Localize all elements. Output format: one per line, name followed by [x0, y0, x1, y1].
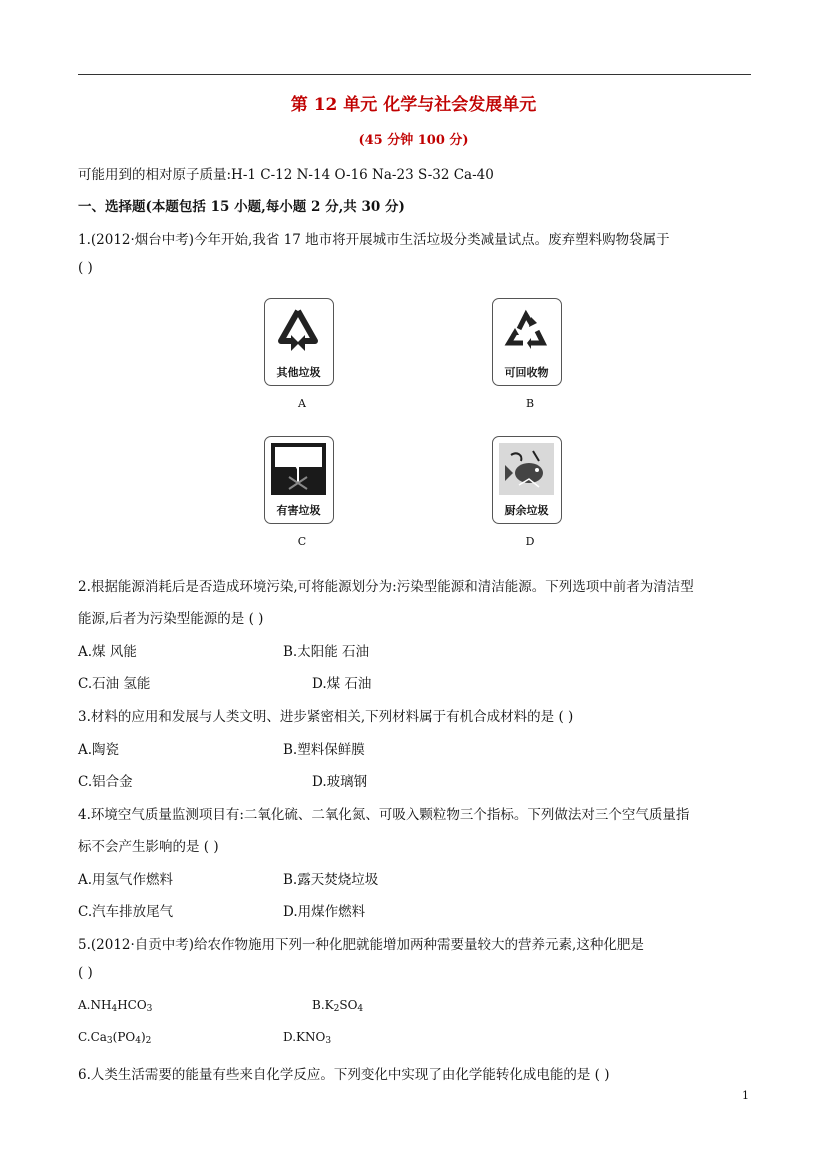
sign-d-letter: D: [525, 535, 535, 548]
sign-c: [264, 436, 334, 524]
q5-a-sub1: 4: [111, 1004, 118, 1014]
q4-option-c: C.汽车排放尾气: [78, 904, 174, 920]
question-5-bracket: ( ): [78, 965, 93, 981]
q3-option-a: A.陶瓷: [78, 742, 120, 758]
q2-option-c: C.石油 氢能: [78, 676, 151, 692]
q5-option-a: [78, 998, 152, 1014]
q2-option-d: D.煤 石油: [312, 676, 372, 692]
q5-option-c: [78, 1030, 151, 1046]
q5-c-sub1: 3: [106, 1036, 113, 1046]
recycle-broken-arrows-icon: [271, 305, 326, 357]
atomic-masses: 可能用到的相对原子质量:H-1 C-12 N-14 O-16 Na-23 S-32 Ca-40: [78, 167, 494, 183]
question-5-text: 5.(2012·自贡中考)给农作物施用下列一种化肥就能增加两种需要量较大的营养元素,这种化肥是: [78, 937, 644, 953]
q5-c-prefix: C.Ca: [78, 1030, 107, 1044]
sign-c-letter: C: [297, 535, 307, 548]
q5-c-close: ): [140, 1030, 146, 1044]
q5-d-prefix: D.KNO: [283, 1030, 326, 1044]
question-4-text-cont: 标不会产生影响的是 ( ): [78, 839, 219, 855]
q5-b-rest: SO: [339, 998, 358, 1012]
sign-d-label: 厨余垃圾: [504, 504, 549, 517]
q3-option-c: C.铝合金: [78, 774, 133, 790]
sign-b-letter: B: [525, 397, 535, 410]
question-3-text: 3.材料的应用和发展与人类文明、进步紧密相关,下列材料属于有机合成材料的是 ( ): [78, 709, 574, 725]
q2-option-a: A.煤 风能: [78, 644, 137, 660]
sign-a-label: 其他垃圾: [276, 366, 321, 379]
q2-option-b: B.太阳能 石油: [283, 644, 370, 660]
question-4-text: 4.环境空气质量监测项目有:二氧化硫、二氧化氮、可吸入颗粒物三个指标。下列做法对三个空气质量指: [78, 807, 690, 823]
sign-a: [264, 298, 334, 386]
q5-a-sub2: 3: [146, 1004, 153, 1014]
sign-b-label: 可回收物: [504, 366, 549, 379]
q3-option-b: B.塑料保鲜膜: [283, 742, 365, 758]
question-2-text: 2.根据能源消耗后是否造成环境污染,可将能源划分为:污染型能源和清洁能源。下列选项中前者为清洁型: [78, 579, 694, 595]
page-title: 第 12 单元 化学与社会发展单元: [290, 95, 537, 115]
q4-option-a: A.用氢气作燃料: [78, 872, 174, 888]
q3-option-d: D.玻璃钢: [312, 774, 368, 790]
sign-b: [492, 298, 562, 386]
question-6-text: 6.人类生活需要的能量有些来自化学反应。下列变化中实现了由化学能转化成电能的是 ( ): [78, 1067, 610, 1083]
q5-d-sub1: 3: [325, 1036, 332, 1046]
q5-a-prefix: A.NH: [78, 998, 112, 1012]
q4-option-b: B.露天焚烧垃圾: [283, 872, 379, 888]
question-2-text-cont: 能源,后者为污染型能源的是 ( ): [78, 611, 264, 627]
recycle-arrows-icon: [499, 305, 554, 357]
q5-c-sub3: 2: [145, 1036, 152, 1046]
q5-a-rest: HCO: [117, 998, 147, 1012]
q5-c-rest: (PO: [112, 1030, 136, 1044]
q5-option-b: [312, 998, 363, 1014]
hazardous-plant-icon: [271, 443, 326, 495]
header-rule: [78, 74, 751, 75]
sign-d: [492, 436, 562, 524]
q5-c-sub2: 4: [135, 1036, 141, 1046]
q5-b-sub2: 4: [357, 1004, 364, 1014]
q4-option-d: D.用煤作燃料: [283, 904, 366, 920]
question-1-text: 1.(2012·烟台中考)今年开始,我省 17 地市将开展城市生活垃圾分类减量试点。废弃塑料购物袋属于: [78, 232, 670, 248]
sign-c-label: 有害垃圾: [276, 504, 321, 517]
sign-a-letter: A: [298, 397, 306, 410]
page-subtitle: (45 分钟 100 分): [358, 133, 469, 148]
food-waste-fish-icon: [499, 443, 554, 495]
question-1-bracket: ( ): [78, 260, 93, 276]
q5-option-d: [283, 1030, 331, 1046]
q5-b-sub1: 2: [333, 1004, 340, 1014]
q5-b-prefix: B.K: [312, 998, 334, 1012]
page-number: 1: [742, 1089, 749, 1102]
section-heading: 一、选择题(本题包括 15 小题,每小题 2 分,共 30 分): [78, 199, 405, 215]
